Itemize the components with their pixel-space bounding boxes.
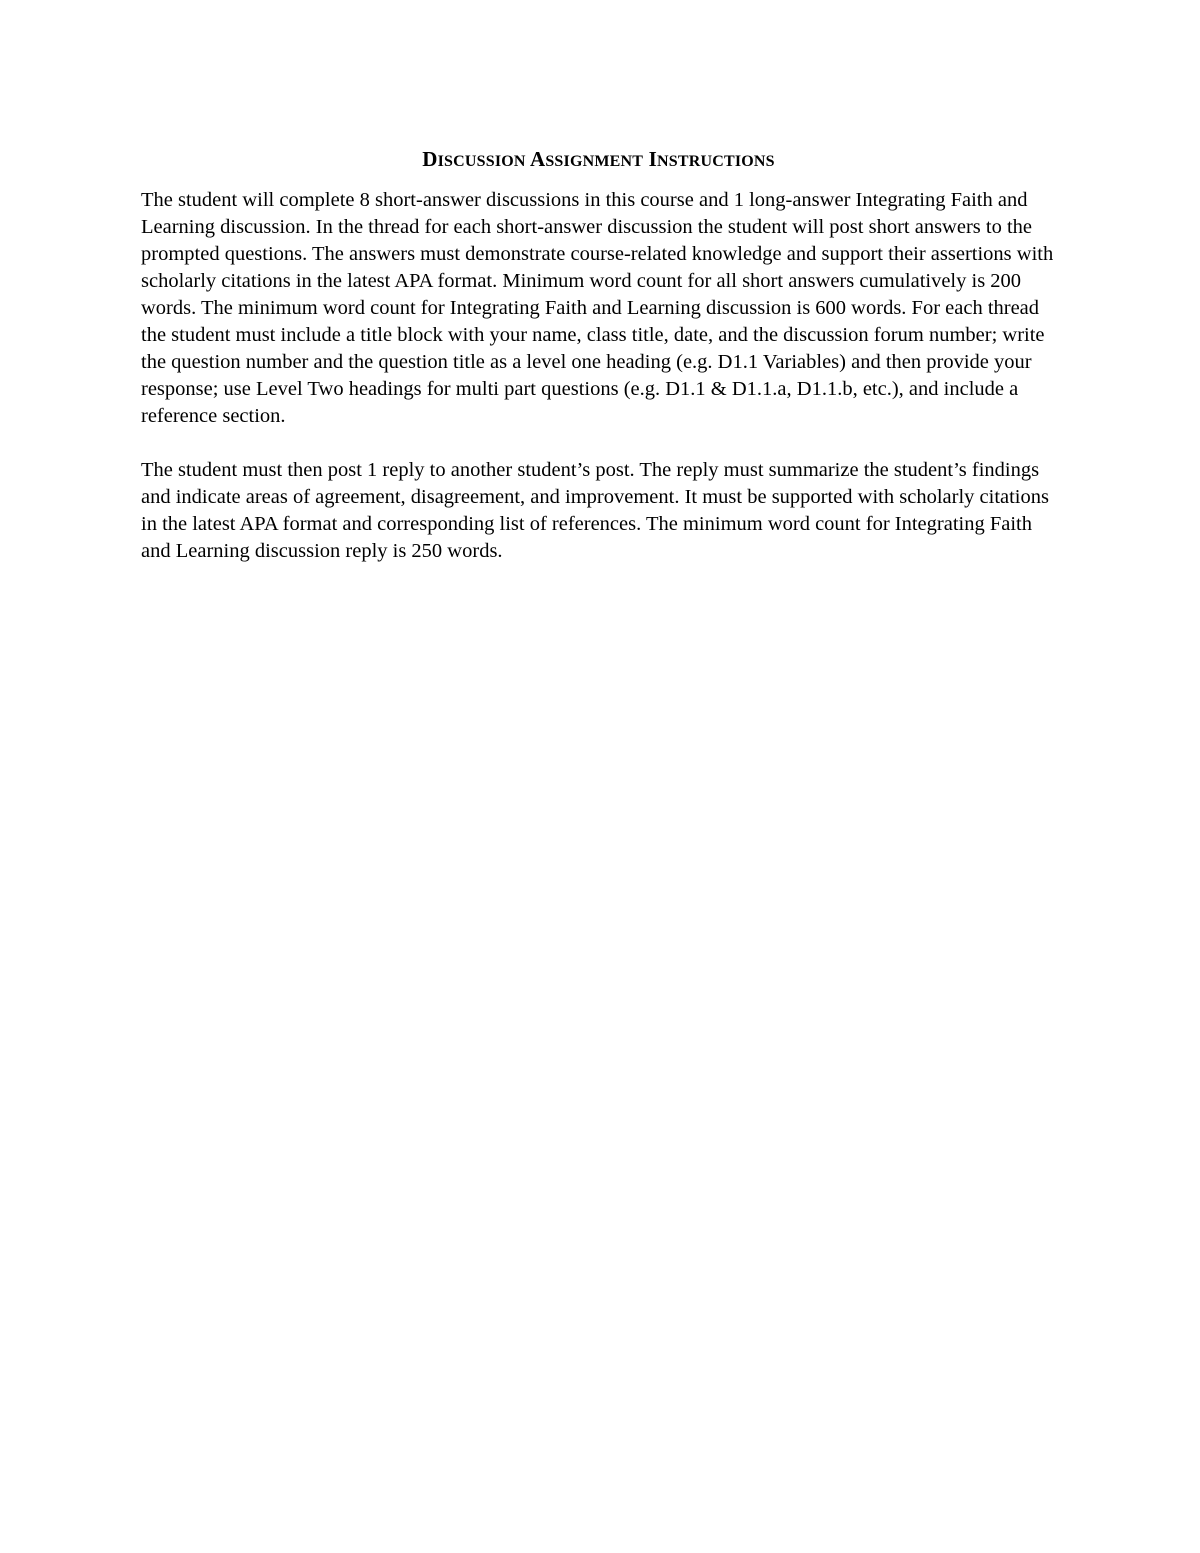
paragraph-discussion-requirements: The student will complete 8 short-answer discussions in this course and 1 long-answer Integrating Faith and Learning discussion. In the thread for each short-answer discussion the student will post short answers to the prompted questions. The answers must demonstrate course-related knowledge and support their assertions with scholarly citations in the latest APA format. Minimum word count for all short answers cumulatively is 200 words. The minimum word count for Integrating Faith and Learning discussion is 600 words. For each thread the student must include a title block with your name, class title, date, and the discussion forum number; write the question number and the question title as a level one heading (e.g. D1.1 Variables) and then provide your response; use Level Two headings for multi part questions (e.g. D1.1 & D1.1.a, D1.1.b, etc.), and include a reference section. bbox=[141, 189, 1054, 427]
title-word-1: DISCUSSION bbox=[422, 147, 526, 171]
title-word-3: INSTRUCTIONS bbox=[648, 147, 775, 171]
document-body bbox=[141, 146, 1056, 565]
title-word-2: ASSIGNMENT bbox=[529, 147, 644, 171]
paragraph-reply-requirements: The student must then post 1 reply to another student’s post. The reply must summarize the student’s findings and indicate areas of agreement, disagreement, and improvement. It must be supported with scholarly citations in the latest APA format and corresponding list of references. The minimum word count for Integrating Faith and Learning discussion reply is 250 words. bbox=[141, 459, 1049, 562]
page-title bbox=[141, 146, 1056, 175]
